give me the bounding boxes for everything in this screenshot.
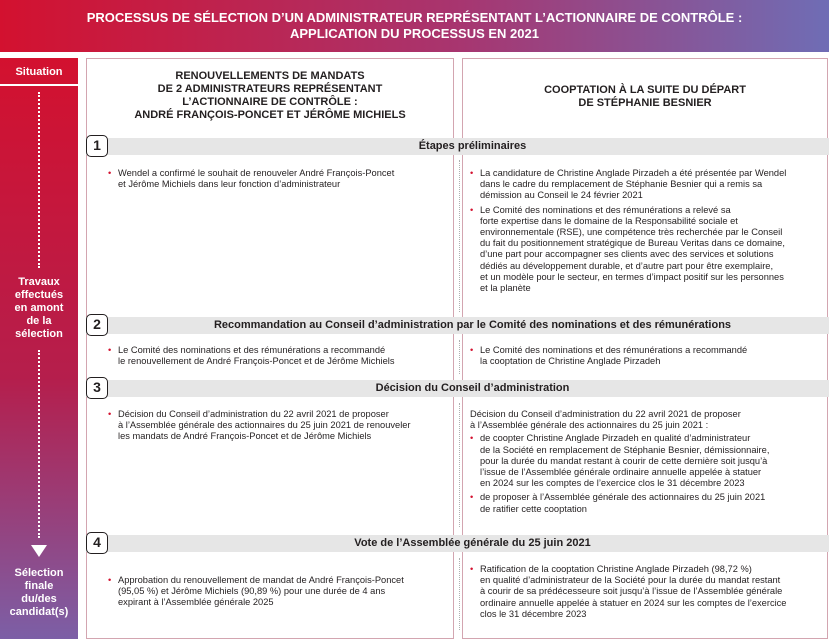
bullet-item — [470, 168, 820, 202]
text-line: l’issue de l’Assemblée générale ordinaire annuelle appelée à statuer — [480, 467, 762, 478]
text-line: Décision du Conseil d’administration du 22 avril 2021 de proposer — [118, 409, 389, 419]
bullet-icon: • — [108, 575, 112, 585]
step4-left-text — [108, 575, 453, 612]
rail-separator — [0, 84, 78, 86]
text-line: expirant à l’Assemblée générale 2025 — [118, 597, 274, 608]
text-line: (95,05 %) et Jérôme Michiels (90,89 %) pour une durée de 4 ans — [118, 586, 386, 597]
step4-right-text — [470, 564, 820, 623]
selection-line: finale — [24, 580, 54, 592]
bullet-icon: • — [108, 345, 112, 355]
step3-right-text — [470, 409, 820, 518]
selection-line: du/des — [21, 593, 57, 605]
step-number-2: 2 — [86, 314, 108, 336]
step2-right-text — [470, 345, 820, 370]
bullet-item — [470, 433, 820, 489]
text-line: à l’Assemblée générale des actionnaires du 25 juin 2021 : — [470, 420, 709, 431]
bullet-text — [480, 492, 765, 514]
bullet-item — [108, 168, 453, 190]
text-line: Le Comité des nominations et des rémunérations a relevé sa — [480, 204, 731, 215]
left-heading-line: ANDRÉ FRANÇOIS-PONCET ET JÉRÔME MICHIELS — [134, 109, 406, 121]
text-line: du fait du positionnement stratégique de Bureau Veritas dans ce domaine, — [480, 238, 785, 249]
text-line: de ratifier cette cooptation — [480, 503, 587, 514]
text-line: ordinaire annuelle appelée à statuer en 2024 sur les comptes de l’exercice — [480, 597, 787, 608]
column-divider — [459, 340, 460, 374]
text-line: la cooptation de Christine Anglade Pirzadeh — [480, 356, 661, 367]
bullet-text — [480, 168, 786, 202]
step-title-3: Décision du Conseil d’administration — [375, 382, 570, 394]
bullet-icon: • — [470, 433, 474, 444]
situation-label: Situation — [15, 66, 63, 78]
column-divider — [459, 403, 460, 527]
step-bar-4 — [86, 535, 829, 552]
step-bar-3 — [86, 380, 829, 397]
travaux-line: effectués — [14, 289, 64, 301]
right-column-heading — [462, 84, 828, 110]
right-heading-line: DE STÉPHANIE BESNIER — [578, 97, 712, 109]
text-line: le renouvellement de André François-Poncet et de Jérôme Michiels — [118, 356, 395, 367]
travaux-line: de la — [26, 315, 52, 327]
bullet-text — [480, 205, 785, 295]
header-banner — [0, 0, 829, 52]
text-line: dédiés au développement durable, et d’autre part pour être exemplaire, — [480, 260, 774, 271]
bullet-item — [470, 564, 820, 620]
bullet-icon: • — [108, 409, 112, 419]
text-line: environnementale (RSE), une compétence très recherchée par le Conseil — [480, 227, 783, 238]
step-number-1: 1 — [86, 135, 108, 157]
text-line: La candidature de Christine Anglade Pirzadeh a été présentée par Wendel — [480, 168, 787, 178]
bullet-item — [108, 345, 453, 367]
text-line: forte expertise dans le domaine de la Responsabilité sociale et — [480, 215, 738, 226]
text-line: les mandats de André François-Poncet et de Jérôme Michiels — [118, 431, 372, 442]
text-line: Ratification de la cooptation Christine Anglade Pirzadeh (98,72 %) — [480, 564, 752, 574]
text-line: et un modèle pour le secteur, en termes d’impact positif sur les personnes — [480, 271, 784, 282]
header-title-line2: APPLICATION DU PROCESSUS EN 2021 — [290, 26, 539, 41]
bullet-item — [108, 409, 453, 443]
column-divider — [459, 160, 460, 312]
bullet-text — [118, 409, 411, 443]
bullet-text — [118, 168, 394, 190]
text-line: Décision du Conseil d’administration du 22 avril 2021 de proposer — [470, 409, 741, 419]
rail-dotted-line-lower — [38, 350, 40, 538]
travaux-line: en amont — [14, 302, 64, 314]
selection-line: Sélection — [14, 567, 64, 579]
text-line: Approbation du renouvellement de mandat de André François-Poncet — [118, 575, 404, 585]
step-bar-1 — [86, 138, 829, 155]
text-line: en qualité d’administrateur de la Société pour la durée du mandat restant — [480, 575, 781, 586]
step1-right-text — [470, 168, 820, 297]
text-line: en 2024 sur les comptes de l’exercice clos le 31 décembre 2023 — [480, 478, 745, 489]
text-line: de coopter Christine Anglade Pirzadeh en qualité d’administrateur — [480, 433, 751, 444]
selection-line: candidat(s) — [9, 606, 69, 618]
left-heading-line: L’ACTIONNAIRE DE CONTRÔLE : — [182, 96, 358, 108]
text-line: de la Société en remplacement de Stéphanie Besnier, démissionnaire, — [480, 444, 770, 455]
text-line: Le Comité des nominations et des rémunérations a recommandé — [118, 345, 386, 355]
bullet-text — [480, 345, 747, 367]
step3-left-text — [108, 409, 453, 446]
bullet-item — [108, 575, 453, 609]
text-line: démission au Conseil le 24 février 2021 — [480, 190, 643, 201]
step-title-1: Étapes préliminaires — [418, 140, 527, 152]
step-title-4: Vote de l’Assemblée générale du 25 juin 2021 — [354, 537, 591, 549]
bullet-text — [118, 575, 404, 609]
bullet-icon: • — [470, 168, 474, 178]
text-line: à l’Assemblée générale des actionnaires du 25 juin 2021 de renouveler — [118, 420, 411, 431]
text-line: Le Comité des nominations et des rémunérations a recommandé — [480, 345, 748, 355]
left-heading-line: RENOUVELLEMENTS DE MANDATS — [175, 70, 365, 82]
left-column-heading — [86, 70, 454, 122]
step2-left-text — [108, 345, 453, 370]
column-divider — [459, 558, 460, 630]
step-number-3: 3 — [86, 377, 108, 399]
bullet-icon: • — [470, 204, 474, 215]
bullet-text — [480, 433, 769, 489]
step-bar-2 — [86, 317, 829, 334]
bullet-item — [470, 492, 820, 514]
text-line: pour la durée du mandat restant à courir de cette dernière soit jusqu’à — [480, 455, 768, 466]
bullet-icon: • — [470, 345, 474, 355]
text-line: Wendel a confirmé le souhait de renouveler André François-Poncet — [118, 168, 395, 178]
bullet-icon: • — [108, 168, 112, 178]
intro-text — [470, 409, 820, 431]
text-line: dans le cadre du remplacement de Stéphanie Besnier qui a remis sa — [480, 179, 763, 190]
left-heading-line: DE 2 ADMINISTRATEURS REPRÉSENTANT — [157, 83, 383, 95]
travaux-label — [0, 276, 78, 341]
bullet-text — [480, 564, 786, 620]
right-heading-line: COOPTATION À LA SUITE DU DÉPART — [544, 84, 746, 96]
text-line: de proposer à l’Assemblée générale des actionnaires du 25 juin 2021 — [480, 492, 766, 503]
rail-dotted-line-upper — [38, 92, 40, 268]
text-line: et la planète — [480, 283, 531, 294]
text-line: clos le 31 décembre 2023 — [480, 608, 587, 619]
selection-label — [0, 567, 78, 619]
header-title-line1: PROCESSUS DE SÉLECTION D’UN ADMINISTRATEUR REPRÉSENTANT L’ACTIONNAIRE DE CONTRÔLE : — [86, 10, 743, 25]
bullet-item — [470, 205, 820, 295]
text-line: et Jérôme Michiels dans leur fonction d’administrateur — [118, 179, 341, 190]
bullet-icon: • — [470, 564, 474, 574]
step-title-2: Recommandation au Conseil d’administration par le Comité des nominations et des rémunérations — [213, 319, 732, 331]
text-line: d’une part pour accompagner ses clients avec des services et solutions — [480, 249, 774, 260]
step1-left-text — [108, 168, 453, 193]
down-arrow-icon — [31, 545, 47, 557]
text-line: à courir de sa prédécesseure soit jusqu’à l’issue de l’Assemblée générale — [480, 586, 783, 597]
travaux-line: Travaux — [18, 276, 60, 288]
step-number-4: 4 — [86, 532, 108, 554]
bullet-item — [470, 345, 820, 367]
bullet-icon: • — [470, 492, 474, 503]
left-rail — [0, 58, 78, 639]
travaux-line: sélection — [15, 328, 63, 340]
bullet-text — [118, 345, 394, 367]
